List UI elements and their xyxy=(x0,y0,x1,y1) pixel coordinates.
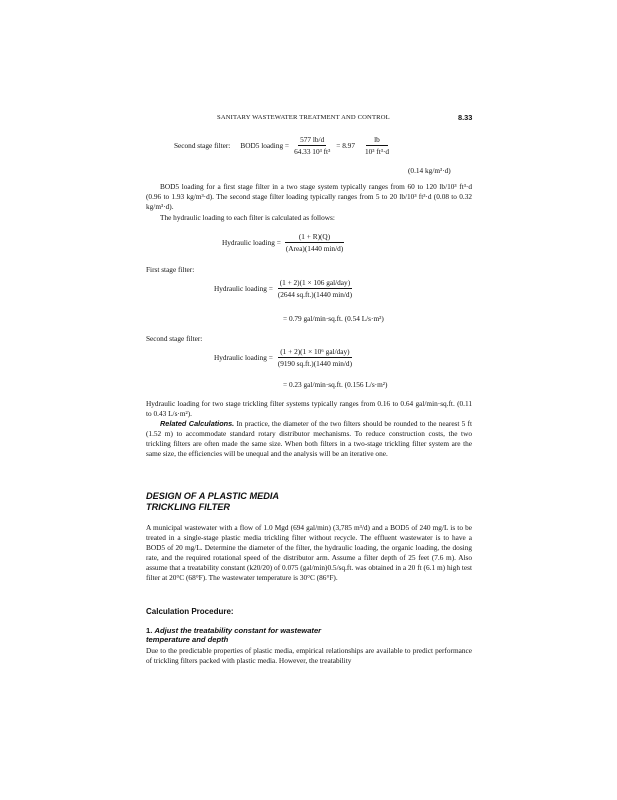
fraction-denominator: 64.33 10³ ft³ xyxy=(294,147,331,156)
fraction-numerator: (1 + R)(Q) xyxy=(285,232,344,243)
step1-title-line2: temperature and depth xyxy=(146,635,229,645)
page-number: 8.33 xyxy=(458,113,473,122)
fraction-numerator: 577 lb/d xyxy=(300,135,325,144)
step1-title-line1: Adjust the treatability constant for wastewater xyxy=(154,626,322,635)
paragraph-hydraulic-range: Hydraulic loading for two stage trickling filter systems typically ranges from 0.16 to 0.64 gal/min·sq.ft. (0.11 to 0.43 L/s·m²). xyxy=(146,399,472,418)
fraction-denominator: (9190 sq.ft.)(1440 min/d) xyxy=(277,359,353,368)
paragraph-problem-statement: A municipal wastewater with a flow of 1.0 Mgd (694 gal/min) (3,785 m³/d) and a BOD5 of 240 mg/L is to be treated in a single-stage plastic media trickling filter without recycle. The effluent wastewater is to have a BOD5 of 20 mg/L. Determine the diameter of the filter, the hydraulic loading, the organic loading, the dosing rate, and the required rotational speed of the distributor arm. Assume a filter depth of 25 feet (7.6 m). Also assume that a treatability constant (k20/20) of 0.075 (gal/min)0.5/sq.ft. was obtained in a 20 ft (6.1 m) high test filter at 20°C (68°F). The wastewater temperature is 30°C (86°F). xyxy=(146,523,472,582)
paragraph-bod-loading: BOD5 loading for a first stage filter in a two stage system typically ranges from 60 to 120 lb/10³ ft³·d (0.96 to 1.93 kg/m³·d). The second stage filter loading typically ranges from 5 to 20 lb/10³ ft³·d (0.08 to 0.32 kg/m³·d). xyxy=(146,182,472,211)
section-title-line1: DESIGN OF A PLASTIC MEDIA xyxy=(146,491,280,501)
related-calculations-text: In practice, the diameter of the two filters should be rounded to the nearest 5 ft (1.52 m) to accommodate standard rotary distributor mechanisms. To reduce construction costs, the two trickling filters are often made the same size. When both filters in a two-stage trickling filter system are the same size, the efficiencies will be unequal and the analysis will be an iterative one. xyxy=(146,419,472,458)
running-header: SANITARY WASTEWATER TREATMENT AND CONTROL xyxy=(217,114,390,121)
equation-hydraulic-general xyxy=(222,232,345,253)
unit-fraction xyxy=(363,135,391,156)
second-stage-fraction xyxy=(276,347,354,368)
equation-first-stage-hydraulic xyxy=(214,278,354,299)
equation-si-value: (0.14 kg/m³·d) xyxy=(408,166,451,175)
equation-lhs: Hydraulic loading = xyxy=(214,284,273,293)
second-stage-result: = 0.23 gal/min·sq.ft. (0.156 L/s·m²) xyxy=(283,380,388,389)
unit-numerator: lb xyxy=(366,135,388,146)
second-stage-label: Second stage filter: xyxy=(146,334,203,343)
equation-lhs: Hydraulic loading = xyxy=(214,353,273,362)
section-title-line2: TRICKLING FILTER xyxy=(146,502,231,512)
equation-label: Second stage filter: xyxy=(174,141,231,150)
equation-second-stage-hydraulic xyxy=(214,347,354,368)
first-stage-fraction xyxy=(276,278,354,299)
calculation-procedure-heading: Calculation Procedure: xyxy=(146,607,234,616)
equation-mid: = 8.97 xyxy=(336,141,355,150)
first-stage-label: First stage filter: xyxy=(146,265,195,274)
fraction-numerator: (1 + 2)(1 × 106 gal/day) xyxy=(279,278,351,287)
fraction-numerator: (1 + 2)(1 × 10⁶ gal/day) xyxy=(280,347,350,356)
step1-heading xyxy=(146,626,321,645)
equation-lhs: BOD5 loading = xyxy=(240,141,290,150)
paragraph-step1: Due to the predictable properties of plastic media, empirical relationships are available to predict performance of trickling filters packed with plastic media. However, the treatability xyxy=(146,646,472,665)
equation-lhs: Hydraulic loading = xyxy=(222,238,281,247)
related-calculations-label: Related Calculations. xyxy=(160,419,235,428)
equation-second-stage-bod xyxy=(174,135,391,156)
fraction-denominator: (2644 sq.ft.)(1440 min/d) xyxy=(277,290,353,299)
hydraulic-fraction xyxy=(284,232,345,253)
step1-number: 1. xyxy=(146,626,153,635)
fraction-denominator: (Area)(1440 min/d) xyxy=(285,244,344,253)
first-stage-result: = 0.79 gal/min·sq.ft. (0.54 L/s·m²) xyxy=(283,314,384,323)
paragraph-hydraulic-intro: The hydraulic loading to each filter is calculated as follows: xyxy=(160,213,335,222)
paragraph-related-calculations xyxy=(146,419,472,459)
unit-denominator: 10³ ft³·d xyxy=(364,147,390,156)
bod-fraction xyxy=(292,135,332,156)
